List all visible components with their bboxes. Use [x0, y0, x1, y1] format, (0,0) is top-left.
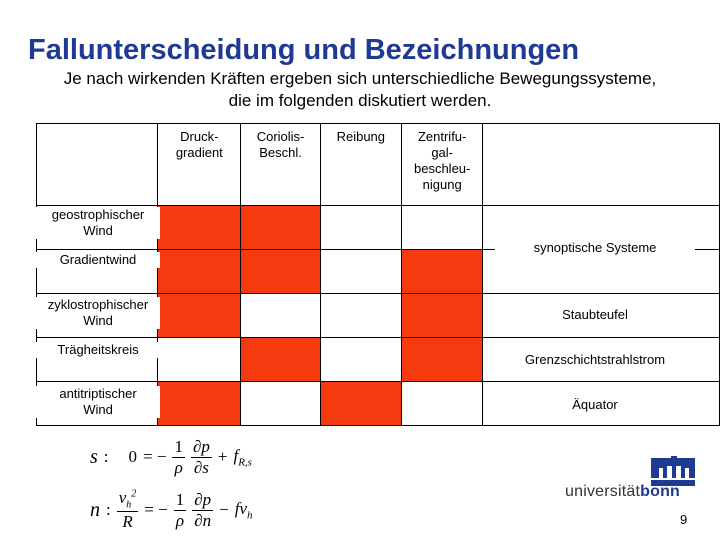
- force-cell-active: [320, 382, 401, 426]
- header-druckgradient: Druck- gradient: [158, 124, 241, 206]
- row-label-traegheitskreis: Trägheitskreis: [36, 342, 160, 358]
- eq2-var: n: [90, 498, 100, 521]
- logo-wordmark: universitätbonn: [565, 483, 681, 500]
- force-cell-active: [241, 206, 320, 250]
- system-aequator: Äquator: [495, 397, 695, 412]
- header-zentrifugal: Zentrifu- gal- beschleu- nigung: [401, 124, 482, 206]
- forces-table: [36, 123, 720, 426]
- force-cell-inactive: [241, 382, 320, 426]
- row-label-gradientwind: Gradientwind: [36, 252, 160, 268]
- system-staubteufel: Staubteufel: [495, 307, 695, 322]
- university-logo: [565, 456, 700, 501]
- force-cell-active: [158, 206, 241, 250]
- force-cell-active: [158, 250, 241, 294]
- eq1-friction-term: $f_{R,s}$: [233, 445, 252, 469]
- eq1-var: s: [90, 445, 98, 468]
- header-coriolis: Coriolis- Beschl.: [241, 124, 320, 206]
- header-right-empty: [483, 124, 720, 206]
- force-cell-active: [158, 294, 241, 338]
- eq2-coriolis-term: $fv_h$: [234, 498, 253, 522]
- system-synoptische-systeme: synoptische Systeme: [495, 240, 695, 255]
- force-cell-active: [401, 294, 482, 338]
- eq2-frac-v: $\frac{v_h^2}{R}$: [118, 488, 137, 531]
- page-number: 9: [680, 512, 688, 527]
- eq1-zero: 0: [128, 447, 138, 466]
- eq1-frac1: $\frac{1}{\rho}$: [174, 436, 183, 477]
- row-label-zyklostrophischer-wind: zyklostrophischer Wind: [36, 297, 160, 329]
- force-cell-inactive: [320, 250, 401, 294]
- row-label-antitriptischer-wind: antitriptischer Wind: [36, 386, 160, 418]
- force-cell-inactive: [320, 294, 401, 338]
- header-reibung: Reibung: [320, 124, 401, 206]
- eq1-frac2: $\frac{\partial p}{\partial s}$: [192, 436, 210, 477]
- force-cell-active: [158, 382, 241, 426]
- header-empty: [37, 124, 158, 206]
- row-label-geostrophischer-wind: geostrophischer Wind: [36, 207, 160, 239]
- force-cell-inactive: [401, 382, 482, 426]
- slide-title: Fallunterscheidung und Bezeichnungen: [28, 34, 580, 66]
- system-grenzschichtstrahlstrom: Grenzschichtstrahlstrom: [495, 352, 695, 367]
- force-cell-inactive: [401, 206, 482, 250]
- eq2-frac1: $\frac{1}{\rho}$: [175, 489, 185, 530]
- force-cell-inactive: [241, 294, 320, 338]
- force-cell-inactive: [158, 338, 241, 382]
- force-cell-active: [401, 250, 482, 294]
- eq2-frac2: $\frac{\partial p}{\partial n}$: [194, 489, 212, 530]
- equation-s: s : 0 = − $\frac{1}{\rho}$ $\frac{\partial p}{\partial s}$ + $f_{R,s}$: [90, 436, 252, 477]
- force-cell-active: [401, 338, 482, 382]
- force-cell-inactive: [320, 338, 401, 382]
- force-cell-inactive: [320, 206, 401, 250]
- slide-subtitle: Je nach wirkenden Kräften ergeben sich unterschiedliche Bewegungssysteme, die im folgenden diskutiert werden.: [63, 69, 657, 110]
- equation-n: n : $\frac{v_h^2}{R}$ = − $\frac{1}{\rho}$ $\frac{\partial p}{\partial n}$ − $fv_h$: [90, 488, 253, 531]
- force-cell-active: [241, 250, 320, 294]
- force-cell-active: [241, 338, 320, 382]
